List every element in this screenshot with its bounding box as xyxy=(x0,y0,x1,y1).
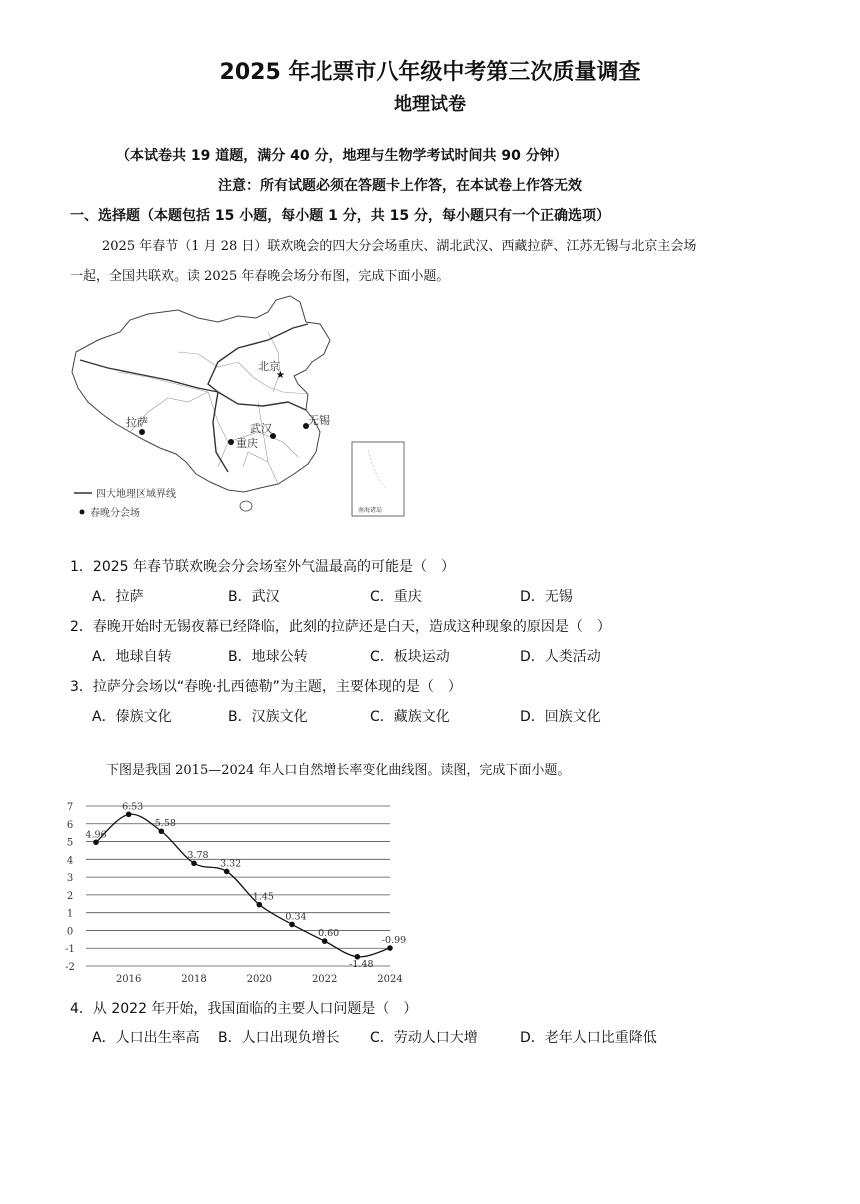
data-label: 0.34 xyxy=(285,911,307,923)
map-label-chongqing: 重庆 xyxy=(236,437,258,450)
y-tick-label: -2 xyxy=(65,962,75,973)
data-point xyxy=(289,922,295,928)
data-label: -1.48 xyxy=(349,958,374,970)
y-tick-label: -1 xyxy=(65,944,75,956)
exam-info: （本试卷共 19 道题，满分 40 分，地理与生物学考试时间共 90 分钟） xyxy=(116,148,568,164)
q4-option-d[interactable]: D．老年人口比重降低 xyxy=(520,1030,657,1046)
data-point xyxy=(126,812,132,818)
page-title: 2025 年北票市八年级中考第三次质量调查 xyxy=(219,60,641,85)
data-label: 3.78 xyxy=(187,850,209,862)
y-tick-label: 4 xyxy=(66,855,74,867)
q2-option-a[interactable]: A．地球自转 xyxy=(92,649,172,665)
intro-line-2: 一起，全国共联欢。读 2025 年春晚会场分布图，完成下面小题。 xyxy=(70,269,450,284)
x-tick-label: 2016 xyxy=(115,974,142,985)
legend-boundary: 四大地理区域界线 xyxy=(96,489,176,500)
data-point xyxy=(322,938,328,944)
series-line xyxy=(96,814,390,957)
data-label: 1.45 xyxy=(252,891,274,903)
map-label-beijing: 北京 xyxy=(258,360,280,373)
south-sea-inset xyxy=(352,442,404,516)
intro-chart: 下图是我国 2015—2024 年人口自然增长率变化曲线图。读图，完成下面小题。 xyxy=(106,763,571,778)
map-outline xyxy=(72,296,330,492)
section-heading: 一、选择题（本题包括 15 小题，每小题 1 分，共 15 分，每小题只有一个正确选项） xyxy=(70,208,610,224)
beijing-star-icon: ★ xyxy=(276,370,285,381)
data-point xyxy=(93,839,99,845)
data-label: 3.32 xyxy=(220,858,242,870)
q1-option-b[interactable]: B．武汉 xyxy=(228,589,280,605)
question-3-stem: 3．拉萨分会场以“春晚·扎西德勒”为主题，主要体现的是（ ） xyxy=(70,679,462,695)
data-label: 6.53 xyxy=(122,801,144,813)
data-label: 4.96 xyxy=(85,829,107,841)
q4-option-c[interactable]: C．劳动人口大增 xyxy=(370,1030,478,1046)
q3-option-a[interactable]: A．傣族文化 xyxy=(92,709,172,725)
y-tick-label: 3 xyxy=(66,873,74,885)
data-point xyxy=(257,902,263,908)
x-tick-label: 2022 xyxy=(311,974,338,985)
question-2-stem: 2．春晚开始时无锡夜幕已经降临，此刻的拉萨还是白天，造成这种现象的原因是（ ） xyxy=(70,619,611,635)
inset-label: 南海诸岛 xyxy=(358,507,383,514)
y-tick-label: 0 xyxy=(66,926,74,938)
q3-option-d[interactable]: D．回族文化 xyxy=(520,709,601,725)
map-label-wuhan: 武汉 xyxy=(250,422,272,435)
x-tick-label: 2018 xyxy=(181,974,207,985)
data-point xyxy=(191,860,197,866)
y-tick-label: 2 xyxy=(66,890,74,902)
q2-option-d[interactable]: D．人类活动 xyxy=(520,649,601,665)
venue-dot-chongqing xyxy=(228,439,234,445)
y-tick-label: 6 xyxy=(66,819,74,831)
y-tick-label: 1 xyxy=(66,908,74,920)
data-point xyxy=(387,945,393,951)
data-label: 0.60 xyxy=(318,928,340,940)
q3-option-c[interactable]: C．藏族文化 xyxy=(370,709,450,725)
y-tick-label: 5 xyxy=(66,837,74,849)
data-point xyxy=(224,869,230,875)
map-label-wuxi: 无锡 xyxy=(308,414,330,427)
x-tick-label: 2020 xyxy=(246,974,273,985)
intro-line-1: 2025 年春节（1 月 28 日）联欢晚会的四大分会场重庆、湖北武汉、西藏拉萨、江苏无锡与北京主会场 xyxy=(102,239,697,254)
venue-dot-lhasa xyxy=(139,429,145,435)
page-subtitle: 地理试卷 xyxy=(394,94,466,115)
q4-option-a[interactable]: A．人口出生率高 xyxy=(92,1030,200,1046)
question-4-stem: 4．从 2022 年开始，我国面临的主要人口问题是（ ） xyxy=(70,1001,418,1017)
q1-option-c[interactable]: C．重庆 xyxy=(370,589,422,605)
china-map xyxy=(68,292,413,524)
map-label-lhasa: 拉萨 xyxy=(126,416,148,429)
q3-option-b[interactable]: B．汉族文化 xyxy=(228,709,308,725)
x-tick-label: 2024 xyxy=(377,974,403,985)
population-growth-chart xyxy=(60,796,407,990)
data-point xyxy=(159,828,165,834)
exam-notice: 注意：所有试题必须在答题卡上作答，在本试卷上作答无效 xyxy=(218,178,582,194)
question-1-stem: 1．2025 年春节联欢晚会分会场室外气温最高的可能是（ ） xyxy=(70,559,455,575)
q4-option-b[interactable]: B．人口出现负增长 xyxy=(218,1030,340,1046)
q1-option-d[interactable]: D．无锡 xyxy=(520,589,573,605)
q1-option-a[interactable]: A．拉萨 xyxy=(92,589,144,605)
legend-venue: 春晚分会场 xyxy=(90,508,140,519)
data-label: 5.58 xyxy=(154,818,176,830)
y-tick-label: 7 xyxy=(66,802,74,813)
q2-option-b[interactable]: B．地球公转 xyxy=(228,649,308,665)
q2-option-c[interactable]: C．板块运动 xyxy=(370,649,450,665)
data-label: -0.99 xyxy=(381,935,407,947)
